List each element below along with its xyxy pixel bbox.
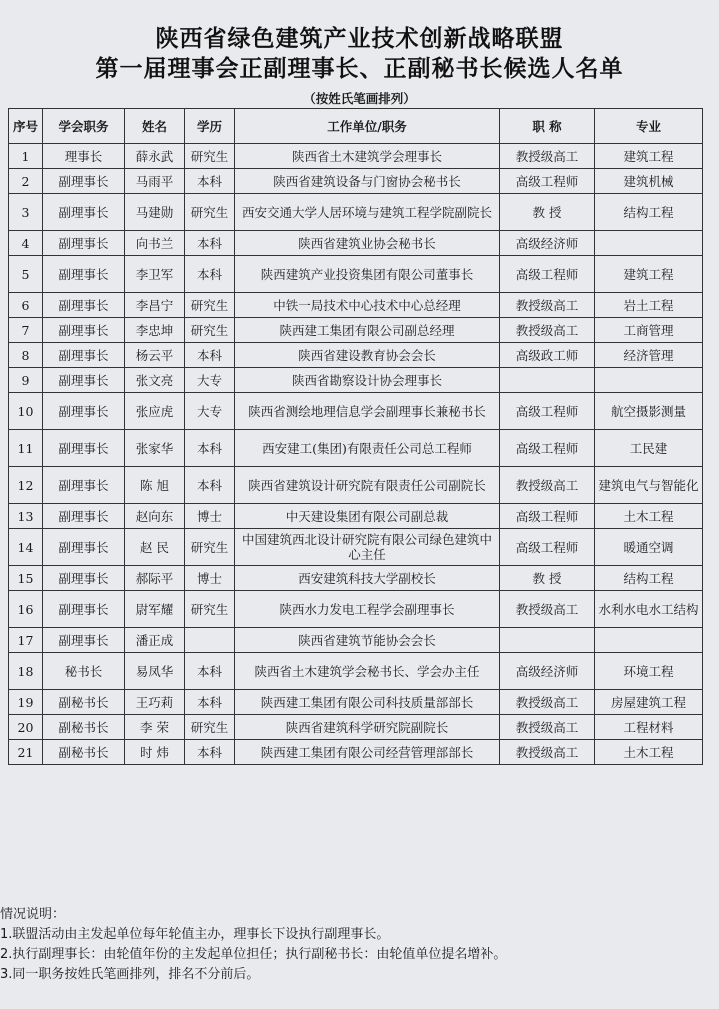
cell-major: 建筑工程 — [595, 256, 703, 293]
cell-education: 研究生 — [185, 529, 235, 566]
cell-title: 高级经济师 — [500, 231, 595, 256]
table-header-row — [9, 109, 703, 144]
table-row — [9, 628, 703, 653]
cell-education: 研究生 — [185, 591, 235, 628]
table-row — [9, 566, 703, 591]
cell-no: 14 — [9, 529, 43, 566]
cell-title: 教授级高工 — [500, 318, 595, 343]
cell-unit: 陕西省建设教育协会会长 — [235, 343, 500, 368]
cell-role: 副理事长 — [43, 343, 125, 368]
cell-no: 21 — [9, 740, 43, 765]
cell-unit: 陕西建工集团有限公司经营管理部部长 — [235, 740, 500, 765]
cell-role: 理事长 — [43, 144, 125, 169]
table-row — [9, 231, 703, 256]
cell-no: 7 — [9, 318, 43, 343]
cell-name: 陈 旭 — [125, 467, 185, 504]
cell-major — [595, 628, 703, 653]
cell-unit: 陕西建筑产业投资集团有限公司董事长 — [235, 256, 500, 293]
cell-unit: 陕西省建筑设计研究院有限责任公司副院长 — [235, 467, 500, 504]
cell-no: 10 — [9, 393, 43, 430]
cell-no: 5 — [9, 256, 43, 293]
cell-unit: 陕西建工集团有限公司科技质量部部长 — [235, 690, 500, 715]
cell-name: 李卫军 — [125, 256, 185, 293]
cell-education: 本科 — [185, 690, 235, 715]
cell-major: 建筑机械 — [595, 169, 703, 194]
cell-role: 副理事长 — [43, 591, 125, 628]
cell-major: 环境工程 — [595, 653, 703, 690]
table-row — [9, 256, 703, 293]
cell-role: 副秘书长 — [43, 690, 125, 715]
cell-role: 副理事长 — [43, 566, 125, 591]
table-row — [9, 529, 703, 566]
cell-name: 张家华 — [125, 430, 185, 467]
cell-unit: 中国建筑西北设计研究院有限公司绿色建筑中心主任 — [235, 529, 500, 566]
cell-name: 杨云平 — [125, 343, 185, 368]
cell-unit: 中铁一局技术中心技术中心总经理 — [235, 293, 500, 318]
cell-role: 副理事长 — [43, 169, 125, 194]
cell-major: 工民建 — [595, 430, 703, 467]
table-row — [9, 591, 703, 628]
document-title-line1: 陕西省绿色建筑产业技术创新战略联盟 — [155, 26, 564, 52]
cell-major: 结构工程 — [595, 566, 703, 591]
cell-name: 尉军耀 — [125, 591, 185, 628]
table-row — [9, 467, 703, 504]
cell-education: 本科 — [185, 430, 235, 467]
cell-name: 赵向东 — [125, 504, 185, 529]
cell-role: 副理事长 — [43, 231, 125, 256]
cell-unit: 陕西建工集团有限公司副总经理 — [235, 318, 500, 343]
note-item: 1.联盟活动由主发起单位每年轮值主办，理事长下设执行副理事长。 — [0, 927, 390, 942]
cell-education: 本科 — [185, 467, 235, 504]
document-subtitle: （按姓氏笔画排列） — [303, 91, 416, 106]
cell-no: 2 — [9, 169, 43, 194]
cell-education: 研究生 — [185, 318, 235, 343]
cell-unit: 陕西省建筑科学研究院副院长 — [235, 715, 500, 740]
cell-education: 大专 — [185, 393, 235, 430]
cell-education: 本科 — [185, 740, 235, 765]
cell-title: 教授级高工 — [500, 715, 595, 740]
table-row — [9, 343, 703, 368]
cell-name: 赵 民 — [125, 529, 185, 566]
cell-title: 教授级高工 — [500, 740, 595, 765]
table-row — [9, 653, 703, 690]
cell-title: 高级经济师 — [500, 653, 595, 690]
table-row — [9, 318, 703, 343]
cell-role: 秘书长 — [43, 653, 125, 690]
table-row — [9, 368, 703, 393]
cell-name: 张文亮 — [125, 368, 185, 393]
cell-no: 20 — [9, 715, 43, 740]
cell-no: 1 — [9, 144, 43, 169]
cell-name: 郝际平 — [125, 566, 185, 591]
column-header-name: 姓名 — [125, 109, 185, 144]
cell-education: 本科 — [185, 231, 235, 256]
table-row — [9, 430, 703, 467]
table-body — [9, 144, 703, 765]
cell-education: 博士 — [185, 566, 235, 591]
document-title-line2: 第一届理事会正副理事长、正副秘书长候选人名单 — [95, 56, 624, 82]
cell-unit: 陕西省土木建筑学会理事长 — [235, 144, 500, 169]
cell-title: 高级工程师 — [500, 393, 595, 430]
cell-major: 房屋建筑工程 — [595, 690, 703, 715]
cell-unit: 陕西省测绘地理信息学会副理事长兼秘书长 — [235, 393, 500, 430]
cell-major: 经济管理 — [595, 343, 703, 368]
cell-unit: 陕西省建筑设备与门窗协会秘书长 — [235, 169, 500, 194]
cell-major — [595, 368, 703, 393]
cell-unit: 中天建设集团有限公司副总裁 — [235, 504, 500, 529]
table-row — [9, 690, 703, 715]
cell-role: 副秘书长 — [43, 740, 125, 765]
cell-major: 岩土工程 — [595, 293, 703, 318]
cell-unit: 陕西省勘察设计协会理事长 — [235, 368, 500, 393]
cell-education: 本科 — [185, 343, 235, 368]
cell-name: 张应虎 — [125, 393, 185, 430]
table-row — [9, 715, 703, 740]
table-row — [9, 194, 703, 231]
cell-no: 4 — [9, 231, 43, 256]
table-row — [9, 144, 703, 169]
cell-role: 副理事长 — [43, 368, 125, 393]
cell-title: 高级工程师 — [500, 529, 595, 566]
column-header-role: 学会职务 — [43, 109, 125, 144]
table-row — [9, 740, 703, 765]
cell-title: 教授级高工 — [500, 591, 595, 628]
cell-role: 副理事长 — [43, 628, 125, 653]
column-header-unit: 工作单位/职务 — [235, 109, 500, 144]
cell-unit: 陕西省土木建筑学会秘书长、学会办主任 — [235, 653, 500, 690]
column-header-education: 学历 — [185, 109, 235, 144]
cell-major: 建筑电气与智能化 — [595, 467, 703, 504]
cell-education: 研究生 — [185, 293, 235, 318]
cell-no: 3 — [9, 194, 43, 231]
cell-title: 高级政工师 — [500, 343, 595, 368]
cell-name: 王巧莉 — [125, 690, 185, 715]
cell-title — [500, 628, 595, 653]
column-header-major: 专业 — [595, 109, 703, 144]
cell-no: 15 — [9, 566, 43, 591]
cell-role: 副理事长 — [43, 393, 125, 430]
cell-major: 土木工程 — [595, 740, 703, 765]
cell-no: 11 — [9, 430, 43, 467]
cell-name: 马雨平 — [125, 169, 185, 194]
cell-no: 16 — [9, 591, 43, 628]
cell-no: 9 — [9, 368, 43, 393]
cell-role: 副理事长 — [43, 318, 125, 343]
note-item: 3.同一职务按姓氏笔画排列，排名不分前后。 — [0, 967, 260, 982]
cell-education — [185, 628, 235, 653]
cell-title: 教授级高工 — [500, 293, 595, 318]
cell-major: 工程材料 — [595, 715, 703, 740]
cell-education: 博士 — [185, 504, 235, 529]
cell-name: 李忠坤 — [125, 318, 185, 343]
column-header-title: 职 称 — [500, 109, 595, 144]
table-row — [9, 504, 703, 529]
cell-role: 副理事长 — [43, 194, 125, 231]
cell-no: 19 — [9, 690, 43, 715]
cell-name: 薛永武 — [125, 144, 185, 169]
cell-education: 研究生 — [185, 715, 235, 740]
cell-no: 13 — [9, 504, 43, 529]
cell-no: 8 — [9, 343, 43, 368]
cell-no: 6 — [9, 293, 43, 318]
cell-title: 教授级高工 — [500, 690, 595, 715]
cell-title — [500, 368, 595, 393]
cell-education: 本科 — [185, 169, 235, 194]
table-row — [9, 393, 703, 430]
cell-unit: 陕西省建筑业协会秘书长 — [235, 231, 500, 256]
cell-major: 建筑工程 — [595, 144, 703, 169]
cell-name: 李昌宁 — [125, 293, 185, 318]
cell-title: 高级工程师 — [500, 169, 595, 194]
cell-unit: 西安建筑科技大学副校长 — [235, 566, 500, 591]
cell-name: 马建勋 — [125, 194, 185, 231]
note-item: 2.执行副理事长：由轮值年份的主发起单位担任；执行副秘书长：由轮值单位提名增补。 — [0, 947, 507, 962]
cell-major: 航空摄影测量 — [595, 393, 703, 430]
cell-role: 副理事长 — [43, 293, 125, 318]
cell-no: 12 — [9, 467, 43, 504]
cell-role: 副理事长 — [43, 529, 125, 566]
cell-education: 研究生 — [185, 144, 235, 169]
cell-education: 研究生 — [185, 194, 235, 231]
cell-role: 副理事长 — [43, 504, 125, 529]
notes-heading: 情况说明： — [0, 907, 66, 922]
cell-name: 潘正成 — [125, 628, 185, 653]
cell-education: 本科 — [185, 653, 235, 690]
cell-title: 高级工程师 — [500, 430, 595, 467]
candidate-table — [8, 108, 703, 765]
cell-major — [595, 231, 703, 256]
cell-name: 向书兰 — [125, 231, 185, 256]
cell-title: 教授级高工 — [500, 144, 595, 169]
cell-unit: 陕西省建筑节能协会会长 — [235, 628, 500, 653]
table-row — [9, 169, 703, 194]
cell-major: 土木工程 — [595, 504, 703, 529]
cell-no: 18 — [9, 653, 43, 690]
cell-role: 副秘书长 — [43, 715, 125, 740]
cell-role: 副理事长 — [43, 467, 125, 504]
cell-major: 工商管理 — [595, 318, 703, 343]
cell-no: 17 — [9, 628, 43, 653]
cell-major: 暖通空调 — [595, 529, 703, 566]
cell-unit: 西安交通大学人居环境与建筑工程学院副院长 — [235, 194, 500, 231]
cell-title: 高级工程师 — [500, 256, 595, 293]
cell-education: 本科 — [185, 256, 235, 293]
cell-education: 大专 — [185, 368, 235, 393]
cell-major: 结构工程 — [595, 194, 703, 231]
cell-role: 副理事长 — [43, 430, 125, 467]
table-row — [9, 293, 703, 318]
cell-unit: 西安建工(集团)有限责任公司总工程师 — [235, 430, 500, 467]
cell-name: 时 炜 — [125, 740, 185, 765]
cell-title: 高级工程师 — [500, 504, 595, 529]
cell-major: 水利水电水工结构 — [595, 591, 703, 628]
column-header-no: 序号 — [9, 109, 43, 144]
cell-unit: 陕西水力发电工程学会副理事长 — [235, 591, 500, 628]
notes-section — [0, 905, 715, 985]
cell-title: 教 授 — [500, 194, 595, 231]
cell-title: 教 授 — [500, 566, 595, 591]
cell-name: 李 荣 — [125, 715, 185, 740]
cell-title: 教授级高工 — [500, 467, 595, 504]
cell-name: 易凤华 — [125, 653, 185, 690]
cell-role: 副理事长 — [43, 256, 125, 293]
